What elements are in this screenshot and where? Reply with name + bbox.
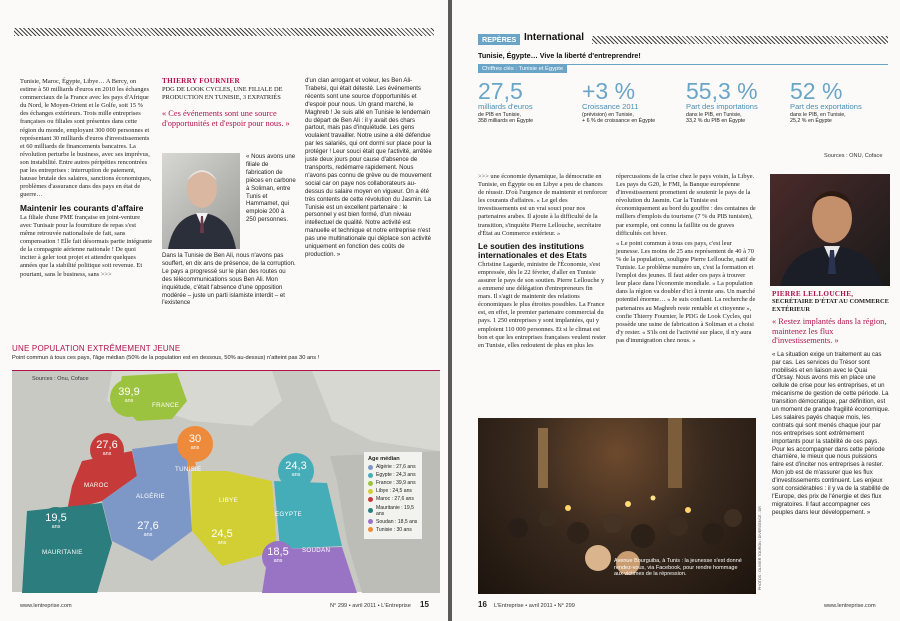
bubble-tunisie [177,426,213,462]
country-label: TUNISIE [175,466,202,473]
key-figure [478,79,578,124]
key-figure-note: dans le PIB, en Tunisie, [790,111,846,118]
header-hatch-bar [592,36,888,44]
pull-quote: « Restez implantés dans la région, maintenez les flux d'investissements. » [772,317,887,346]
legend-swatch [368,519,373,524]
bubble-algerie [128,511,168,551]
portrait-lellouche [770,174,890,286]
byline-name: PIERRE LELLOUCHE, [772,290,854,298]
fournier-text-col3: d'un clan arrogant et voleur, les Ben Ali-Trabelsi, qui était détesté. Les événements récents sont une source d'opportunités et d'espoir pour nous. Un grand marché, le Maghreb ! Je suis allé en Tunisie le lendemain du départ de Ben Ali : il y avait des chars partout, mais pas d'inquiétude. Les gens voulaient travailler. Notre usine a été défendue par les salariés, qui ont dormi sur place pour la protéger ! Leur souci était que l'activité, arrêtée juste deux jours pour cause d'absence de transports, redémarre rapidement. Nous n'avons pas connu de grève ou de mouvement social car on paye nos collaborateurs au-dessus du salaire moyen en vigueur. On a été très contents de cette révolution du Jasmin. La Tunisie est un excellent partenaire : le personnel y est bien formé, d'un niveau intellectuel de qualité. Notre activité est manuelle et technique et notre entreprise n'est pas une multinationale qui déplace son activité uniquement en fonction des coûts de production. » [305,77,432,258]
bubble-maroc [90,433,124,467]
fournier-text-side: « Nous avons une filiale de fabrication de pièces en carbone à Soliman, entre Tunis et Hammamet, qui emploie 200 à 250 personnes. [246,153,296,224]
footer-url: www.lentreprise.com [20,603,72,609]
key-figure-note: 33,2 % du PIB en Égypte [686,118,746,124]
bubble-value: 24,5 [211,528,233,540]
key-figures-label: Chiffres clés : Tunisie et Égypte [478,65,567,73]
bubble-unit: ans [217,540,227,546]
bubble-unit: ans [51,524,61,530]
byline-title: SECRÉTAIRE D'ÉTAT AU COMMERCE EXTÉRIEUR [772,298,889,313]
crowd-photo [478,418,756,594]
article-col1 [20,78,153,279]
legend-label: Maroc : 27,6 ans [376,496,414,503]
key-figure-label: Part des importations [686,102,758,111]
photo-caption: Avenue Bourguiba, à Tunis : la jeunesse s'est donné rendez-vous, via Facebook, pour rendre hommage aux victimes de la répression. [614,558,742,578]
legend-item [368,519,418,525]
legend-label: Libye : 24,5 ans [376,488,412,495]
section-heading: Maintenir les courants d'affaire [20,203,144,214]
map-source: Sources : Onu, Coface [32,376,89,382]
legend-swatch [368,489,373,494]
article-paragraph: Tunisie, Maroc, Égypte, Libye… A Bercy, on estime à 50 milliards d'euros en 2010 les échanges commerciaux de la France avec les pays d'Afrique du Nord, le Moyen-Orient et le Golfe, soit 15 % des échanges extérieurs. Trois mille entreprises françaises ou filiales sont présentes dans cette région du monde, employant 300 000 personnes et représentant 30 milliards d'euros d'investissements et 60 milliards de financements bancaires. La révolution perturbe le business, avec ses imprévus, son instabilité. Entre autres péripéties rencontrées par les entreprises : interruption de paiement, hausse brutale des salaires, sanctions économiques, problèmes d'assurance dans des pays en état de guerre… [20,78,152,199]
map-legend [364,452,422,539]
legend-title: Age médian [368,456,400,462]
legend-swatch [368,508,373,513]
key-figure-note: + 6 % de croissance en Égypte [582,118,656,124]
bubble-value: 24,3 [285,460,307,472]
country-label: LIBYE [219,497,239,504]
legend-label: Algérie : 27,6 ans [376,464,416,471]
country-label: FRANCE [152,402,180,409]
article-paragraph: Christine Lagarde, ministre de l'Économie, s'est empressée, dès le 22 février, d'aller en Tunisie assurer le pays de son soutien. Pierre Lellouche y a emmené une délégation d'entrepreneurs fin mars. Il s'agit de maintenir des relations économiques le plus étroites possibles. La France est, en effet, le premier partenaire commercial du pays. 1 250 entreprises y sont implantées, qui y emploient 110 000 personnes. Et si le climat est bon et que les entreprises françaises veulent rester en Tunisie, elles redoutent de plus en plus les [478,260,606,349]
legend-swatch [368,473,373,478]
key-figure-value: +3 % [582,78,636,104]
country-label: EGYPTE [275,511,302,518]
byline-lellouche [772,290,890,517]
key-figure-value: 55,3 % [686,78,758,104]
bubble-value: 19,5 [45,512,67,524]
legend-label: Soudan : 18,5 ans [376,518,418,525]
rubric-tag: REPÈRES [478,34,520,45]
legend-swatch [368,481,373,486]
photo-credit: PHOTOS : OLIVIER TOURON / DIVERGENCE - DR [758,506,762,590]
bubble-value: 39,9 [118,386,140,398]
key-figure-value: 52 % [790,78,843,104]
section-kicker: Tunisie, Égypte… Vive la liberté d'entreprendre! [478,51,641,60]
right-page [452,0,900,621]
map-header [12,344,440,361]
article-paragraph: « Le point commun à tous ces pays, c'est leur jeunesse. Les moins de 25 ans représentent de 40 à 70 % de la population, souligne Pierre Lellouche, natif de Tunisie. Le problème numéro un, c'est la formation et l'emploi des jeunes. Il faut aider ces pays à trouver leur place dans l'économie mondiale. » La population dans la région va doubler d'ici à trente ans. Un marché potentiel énorme… « Je suis confiant. La recherche de partenaires au Maghreb reste rentable et citoyenne », confie Thierry Fournier, le PDG de Look Cycles, qui possède une usine de fabrication à Soliman et a choisi d'y rester. « S'ils ont de l'activité sur place, il n'y aura pas d'immigration chez nous. » [616,239,756,344]
key-figure-note: (prévision) en Tunisie, [582,111,634,118]
lellouche-text: « La situation exige un traitement au cas par cas. Les services du Trésor sont mobilisés et en liaison avec le Quai d'Orsay. Nous avons mis en place une cellule de crise pour les entreprises, et un mécanisme de gestion de cette période. La transition démocratique, par définition, est un moment de grande fragilité économique. Les salaires payés chaque mois, les contrats qui sont menés chaque jour par nos entreprises sont extrêmement importants pour la stabilité de ces pays. Pour les accompagner dans cette période charnière, le mieux que nous puissions faire est d'inciter nos entreprises à rester. Mon job est de m'assurer que les flux d'investissements continuent. Les enjeux sont considérables : il y va de la stabilité de l'Europe, des prix de l'énergie et des flux migratoires. Il faut accompagner ces peuples dans leur développement. » [772,350,890,516]
key-figures-source: Sources : ONU, Coface [824,153,883,159]
page-number: 16 [478,600,487,609]
page-number: 15 [420,600,429,609]
bubble-unit: ans [291,472,301,478]
footer-url: www.lentreprise.com [824,603,876,609]
portrait-fournier [162,153,240,249]
key-figure [686,79,786,124]
key-figure-note: de PIB en Tunisie, [478,111,521,118]
key-figure-label: milliards d'euros [478,102,533,111]
footer-issue: L'Entreprise • avril 2011 • N° 299 [494,603,575,609]
country-label: MAROC [84,482,109,489]
key-figure [582,79,682,124]
key-figure [790,79,888,124]
bubble-soudan [262,541,294,573]
article-paragraph: >>> une économie dynamique, la démocratie en Tunisie, en Égypte ou en Libye a peu de chances de réussir. D'où l'urgence de maintenir et renforcer les courants d'affaires. « Le gel des investissements est un vrai souci pour nos partenaires arabes. Il ajoute à la difficulté de la transition, s'inquiète Pierre Lellouche, secrétaire d'État au Commerce extérieur. » [478,173,608,237]
bubble-value: 18,5 [267,546,289,558]
left-page [0,0,448,621]
legend-label: Tunisie : 30 ans [376,526,412,533]
bubble-unit: ans [190,445,200,451]
key-figures [478,64,888,159]
key-figure-note: 25,2 % en Égypte [790,118,832,124]
bubble-value: 30 [188,433,202,445]
legend-item [368,505,418,517]
pull-quote: « Ces événements sont une source d'opportunités et d'espoir pour nous. » [162,109,290,128]
bubble-mauritanie [40,507,72,539]
country-label: ALGÉRIE [136,493,165,500]
byline-name: THIERRY FOURNIER [162,77,240,85]
legend-swatch [368,497,373,502]
legend-swatch [368,527,373,532]
legend-item [368,527,418,533]
byline-fournier [162,77,297,128]
bubble-egypte [278,453,314,489]
article-col2 [616,173,756,345]
map-title: UNE POPULATION EXTRÊMEMENT JEUNE [12,344,181,353]
key-figure-value: 27,5 [478,78,523,104]
bubble-unit: ans [273,558,283,564]
bubble-value: 27,6 [137,520,159,532]
legend-swatch [368,465,373,470]
byline-title: PDG DE LOOK CYCLES, UNE FILIALE DE PRODUCTION EN TUNISIE, 3 EXPATRIÉS [162,86,283,101]
legend-label: France : 39,9 ans [376,480,416,487]
section-title: International [524,32,585,43]
bubble-value: 27,6 [96,439,118,451]
key-figure-note: 358 milliards en Égypte [478,118,534,124]
legend-item [368,464,418,470]
legend-item [368,480,418,486]
bubble-france [110,379,148,417]
legend-item [368,496,418,502]
header-hatch-bar [14,28,434,36]
map-subtitle: Point commun à tous ces pays, l'âge médian (50% de la population est en dessous, 50% au-dessus) n'atteint pas 30 ans ! [12,355,320,361]
article-paragraph: répercussions de la crise chez le pays voisin, la Libye. Les pays du G20, le FMI, la Banque européenne d'investissement promettent de soutenir le pays de la révolution du Jasmin. Car la Tunisie est économiquement au bord du gouffre : des centaines de milliers d'emplois du tourisme (7 % du PIB tunisien), par exemple, ont connu la faillite ou de graves difficultés cet hiver. [616,173,756,237]
article-col1 [478,173,608,350]
bubble-unit: ans [124,398,134,404]
legend-label: Egypte : 24,3 ans [376,472,416,479]
bubble-libye [204,521,240,557]
country-label: SOUDAN [302,547,331,554]
article-paragraph: La filiale d'une PME française en joint-venture avec Tunisair pour la fourniture de repas s'est même retrouvée nationalisée de fait, sans compensation ! Elle fait désormais partie intégrante de la compagnie aérienne nationale ! De quoi inciter à geler tout projet et attendre quelques années que la stabilité politique soit revenue. Et pourtant, sans le business, sans >>> [20,213,153,278]
bubble-unit: ans [143,532,153,538]
section-heading: Le soutien des institutions internationales et des Etats [478,240,587,261]
fournier-text: Dans la Tunisie de Ben Ali, nous n'avons pas souffert, en dix ans de présence, de la corruption. Le pays a progressé sur le plan des routes ou des télécommunications sous Ben Ali. Mon inquiétude, c'était l'absence d'une opposition modérée – juste un parti islamiste interdit – et l'existence [162,252,296,307]
legend-item [368,472,418,478]
key-figure-label: Croissance 2011 [582,102,639,111]
legend-label: Mauritanie : 19,5 ans [376,504,414,517]
footer-issue: N° 299 • avril 2011 • L'Entreprise [330,603,411,609]
key-figure-note: dans le PIB, en Tunisie, [686,111,742,118]
bubble-unit: ans [102,451,112,457]
country-label: MAURITANIE [42,549,83,556]
legend-item [368,488,418,494]
key-figure-label: Part des exportations [790,102,862,111]
